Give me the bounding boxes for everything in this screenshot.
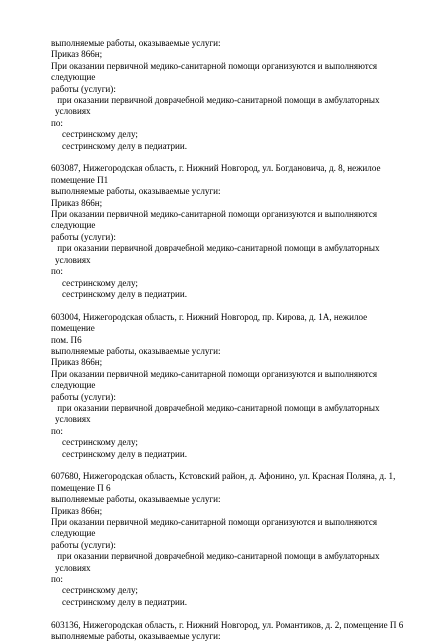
care-description: При оказании первичной медико-санитарной помощи организуются и выполняются следующие: [51, 209, 380, 231]
service-item: сестринскому делу;: [62, 437, 138, 448]
care-condition: по:: [51, 266, 63, 277]
order-reference: Приказ 866н;: [51, 357, 103, 368]
service-item: сестринскому делу;: [62, 277, 138, 288]
address-line: 607680, Нижегородская область, Кстовский район, д. Афонино, ул. Красная Поляна, д. 1,: [51, 471, 396, 482]
care-condition: при оказании первичной доврачебной медико-санитарной помощи в амбулаторных условиях: [55, 95, 382, 117]
license-entry: [51, 620, 412, 642]
order-reference: Приказ 866н;: [51, 197, 103, 208]
services-heading: выполняемые работы, оказываемые услуги:: [51, 631, 221, 642]
care-description: При оказании первичной медико-санитарной помощи организуются и выполняются следующие: [51, 368, 380, 391]
services-heading: выполняемые работы, оказываемые услуги:: [51, 494, 221, 505]
address-line: 603087, Нижегородская область, г. Нижний Новгород, ул. Богдановича, д. 8, нежилое: [51, 163, 381, 174]
care-condition: при оказании первичной доврачебной медико-санитарной помощи в амбулаторных условиях: [55, 551, 382, 573]
service-item: сестринскому делу в педиатрии.: [62, 288, 188, 299]
care-condition: при оказании первичной доврачебной медико-санитарной помощи в амбулаторных условиях: [55, 402, 382, 425]
order-reference: Приказ 866н;: [51, 505, 103, 516]
address-line: помещение П1: [51, 174, 109, 185]
service-item: сестринскому делу в педиатрии.: [62, 140, 188, 151]
service-item: сестринскому делу в педиатрии.: [62, 596, 188, 607]
care-description: работы (услуги):: [51, 539, 116, 550]
care-condition: по:: [51, 117, 63, 128]
care-description: работы (услуги):: [51, 231, 116, 242]
care-description: При оказании первичной медико-санитарной помощи организуются и выполняются следующие: [51, 60, 380, 83]
services-heading: выполняемые работы, оказываемые услуги:: [51, 186, 221, 197]
services-heading: выполняемые работы, оказываемые услуги:: [51, 38, 221, 48]
address-line: 603136, Нижегородская область, г. Нижний Новгород, ул. Романтиков, д. 2, помещение П 6: [51, 619, 404, 630]
care-condition: по:: [51, 574, 63, 585]
service-item: сестринскому делу в педиатрии.: [62, 448, 188, 459]
order-reference: Приказ 866н;: [51, 49, 103, 60]
care-description: При оказании первичной медико-санитарной помощи организуются и выполняются следующие: [51, 517, 380, 539]
care-description: работы (услуги):: [51, 83, 116, 94]
care-condition: при оказании первичной доврачебной медико-санитарной помощи в амбулаторных условиях: [55, 243, 382, 265]
address-line: помещение П 6: [51, 482, 111, 493]
address-line: 603004, Нижегородская область, г. Нижний Новгород, пр. Кирова, д. 1А, нежилое помещение: [51, 311, 370, 334]
care-condition: по:: [51, 425, 63, 436]
license-entry: [51, 163, 412, 300]
care-description: работы (услуги):: [51, 391, 116, 402]
license-entry: [51, 471, 412, 608]
license-entry: [51, 38, 412, 152]
service-item: сестринскому делу;: [62, 129, 138, 140]
service-item: сестринскому делу;: [62, 585, 138, 596]
services-heading: выполняемые работы, оказываемые услуги:: [51, 345, 221, 356]
address-line: пом. П6: [51, 334, 82, 345]
license-entry: [51, 312, 412, 460]
